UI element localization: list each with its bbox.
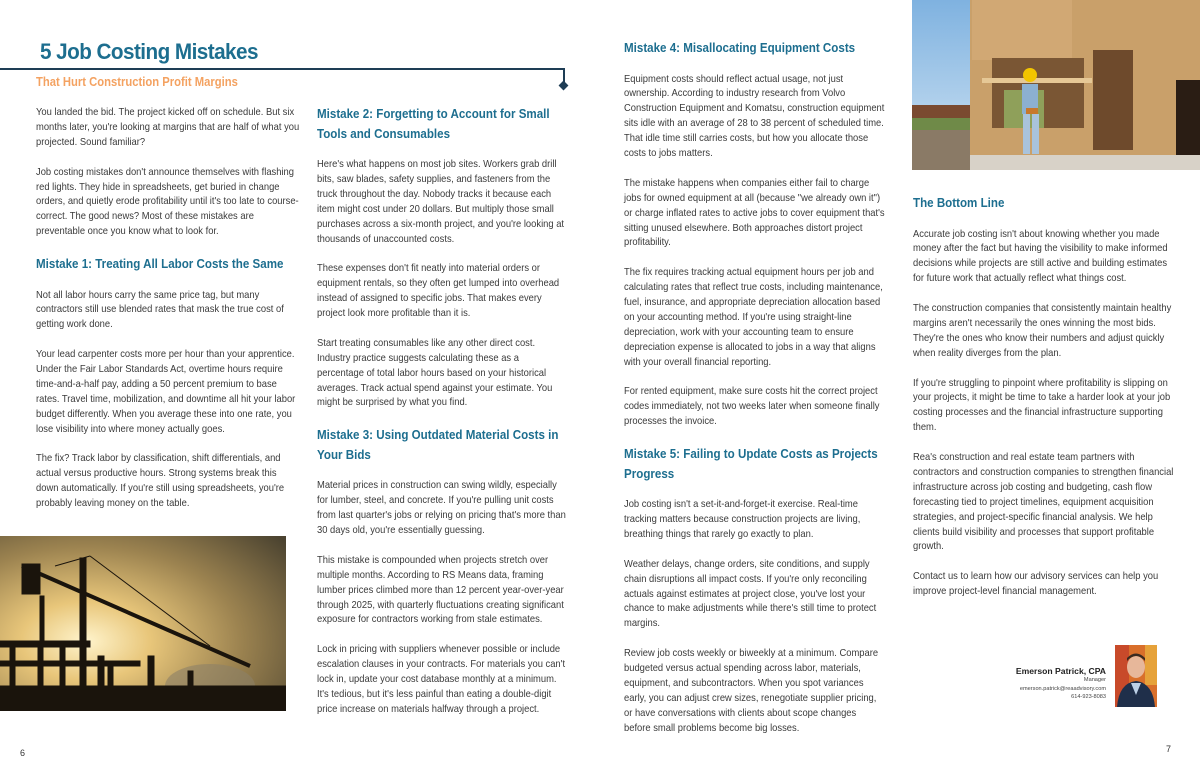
page-number-left: 6 [20, 748, 26, 758]
contact-headshot [1115, 645, 1157, 707]
body-paragraph: Here's what happens on most job sites. Workers grab drill bits, saw blades, safety supplies, and fasteners from the truck throughout the day. Nobody tracks it because each item might cost under 20 dollars. But multiply those small purchases across a six-month project, and you're looking at thousands of unaccounted costs. [317, 159, 565, 245]
intro-paragraph: Job costing mistakes don't announce themselves with flashing red lights. They hide in spreadsheets, get buried in change orders, and quietly erode profitability until it's too late to course-correct. The good news? Most of these mistakes are preventable once you know what to look for. [36, 166, 299, 238]
title-rule-diamond [559, 81, 569, 91]
section-heading-mistake-1: Mistake 1: Treating All Labor Costs the Same [36, 257, 284, 272]
body-paragraph: Rea's construction and real estate team partners with contractors and construction companies to strengthen financial infrastructure across job costing and budgeting, cash flow forecasting tied to project timelines, equipment acquisition strategies, and project-specific financial analysis. We help clients build visibility and processes that support profitable growth. [913, 452, 1174, 553]
body-paragraph: The fix requires tracking actual equipment hours per job and calculating rates that reflect true costs, including maintenance, fuel, insurance, and appropriate depreciation allocation based on your accounting method. If you're using straight-line depreciation, work with your accounting team to ensure depreciation expense is allocated to jobs in a way that aligns with your overall financial reporting. [624, 267, 883, 368]
body-paragraph: Lock in pricing with suppliers whenever possible or include escalation clauses in your contracts. For materials you can't lock in, update your cost database monthly at a minimum. It's tedious, but it's less painful than eating a double-digit price increase on materials halfway through a project. [317, 644, 566, 715]
contact-phone: 614-923-8083 [1071, 694, 1106, 701]
contact-email[interactable]: emerson.patrick@reaadvisory.com [1019, 685, 1106, 692]
construction-worker-image [912, 0, 1200, 170]
column-4 [913, 194, 1175, 615]
body-paragraph: If you're struggling to pinpoint where profitability is slipping on your projects, it might be time to take a harder look at your job costing processes and the financial infrastructure supporting them. [913, 377, 1171, 434]
body-paragraph: Contact us to learn how our advisory services can help you improve project-level financial management. [913, 571, 1159, 598]
crane-silhouette-image [0, 536, 286, 711]
section-heading-bottom-line: The Bottom Line [913, 196, 1005, 210]
section-heading-mistake-4: Mistake 4: Misallocating Equipment Costs [624, 41, 856, 55]
body-paragraph: For rented equipment, make sure costs hit the correct project codes immediately, not two weeks later when someone finally processes the invoice. [624, 386, 880, 428]
body-paragraph: Not all labor hours carry the same price tag, but many contractors still use blended rates that mask the true cost of getting work done. [36, 289, 284, 331]
crane-photo [0, 536, 286, 711]
body-paragraph: Job costing isn't a set-it-and-forget-it exercise. Real-time tracking matters because construction projects are living, breathing things that rarely go exactly to plan. [624, 499, 861, 540]
column-1 [36, 106, 302, 527]
body-paragraph: Start treating consumables like any other direct cost. Industry practice suggests calculating these as a percentage of total labor hours based on your historical averages. Track actual spend against your estimate. You might be surprised by what you find. [317, 337, 553, 409]
headshot-image [1115, 645, 1157, 707]
section-heading-mistake-2: Mistake 2: Forgetting to Account for Small Tools and Consumables [317, 107, 550, 141]
body-paragraph: Review job costs weekly or biweekly at a minimum. Compare budgeted versus actual spending across labor, materials, equipment, and subcontractors. When you spot variances early, you can adjust crew sizes, renegotiate supplier pricing, or have conversations with clients about scope changes before small problems become big losses. [624, 648, 879, 734]
title-rule [0, 68, 565, 70]
body-paragraph: The fix? Track labor by classification, shift differentials, and actual versus productive hours. Strong systems break this down automatically. If you're still using spreadsheets, you're probably leaving money on the table. [36, 453, 285, 510]
body-paragraph: Equipment costs should reflect actual usage, not just ownership. According to industry research from Volvo Construction Equipment and Komatsu, construction equipment sits idle with an average of 28 to 38 percent of scheduled time. That idle time still carries costs, but how you allocate those costs to jobs matters. [624, 73, 885, 160]
article-title: 5 Job Costing Mistakes [40, 39, 258, 64]
worker-photo [912, 0, 1200, 170]
section-heading-mistake-5: Mistake 5: Failing to Update Costs as Projects Progress [624, 447, 878, 481]
body-paragraph: These expenses don't fit neatly into material orders or equipment rentals, so they often get lumped into overhead instead of assigned to specific jobs. That makes every project look more profitable than it is. [317, 263, 560, 320]
body-paragraph: Accurate job costing isn't about knowing whether you made money after the fact but having the visibility to make informed decisions while projects are still active and building estimates for future work that actually reflect what things cost. [913, 228, 1168, 285]
body-paragraph: Weather delays, change orders, site conditions, and supply chain disruptions all impact costs. If you're only reconciling actuals against estimates at project close, you've lost your chance to make adjustments while there's still time to protect margins. [624, 558, 877, 630]
contact-name: Emerson Patrick, CPA [1015, 666, 1106, 676]
intro-paragraph: You landed the bid. The project kicked off on schedule. But six months later, you're looking at margins that are half of what you projected. Sound familiar? [36, 107, 300, 148]
page-number-right: 7 [1166, 744, 1172, 754]
body-paragraph: This mistake is compounded when projects stretch over multiple months. According to RS Means data, framing lumber prices climbed more than 12 percent year-over-year through 2025, with quarterly fluctuations creating significant exposure for contractors working from stale estimates. [317, 554, 564, 626]
contact-role: Manager [1083, 677, 1106, 683]
contact-card [1000, 666, 1106, 702]
body-paragraph: Your lead carpenter costs more per hour than your apprentice. Under the Fair Labor Standards Act, overtime hours require time-and-a-half pay, adding a 50 percent premium to base rates. Travel time, mobilization, and downtime all hit your labor budget differently. When you average these into one rate, you lose visibility into where money actually goes. [36, 349, 296, 435]
body-paragraph: The construction companies that consistently maintain healthy margins aren't necessarily the ones winning the most bids. They're the ones who know their numbers and adjust quickly when reality diverges from the plan. [913, 303, 1172, 359]
body-paragraph: The mistake happens when companies either fail to charge jobs for owned equipment at all (because "we already own it") or charge inflated rates to active jobs to cover equipment that's sitting unused elsewhere. Both approaches distort project profitability. [624, 177, 885, 249]
article-subtitle: That Hurt Construction Profit Margins [36, 75, 238, 89]
column-3 [624, 39, 886, 751]
body-paragraph: Material prices in construction can swing wildly, especially for lumber, steel, and concrete. If you're pulling unit costs from last quarter's jobs or relying on pricing that's more than 30 days old, you're essentially guessing. [317, 480, 566, 536]
section-heading-mistake-3: Mistake 3: Using Outdated Material Costs in Your Bids [317, 428, 559, 462]
column-2 [317, 105, 569, 733]
